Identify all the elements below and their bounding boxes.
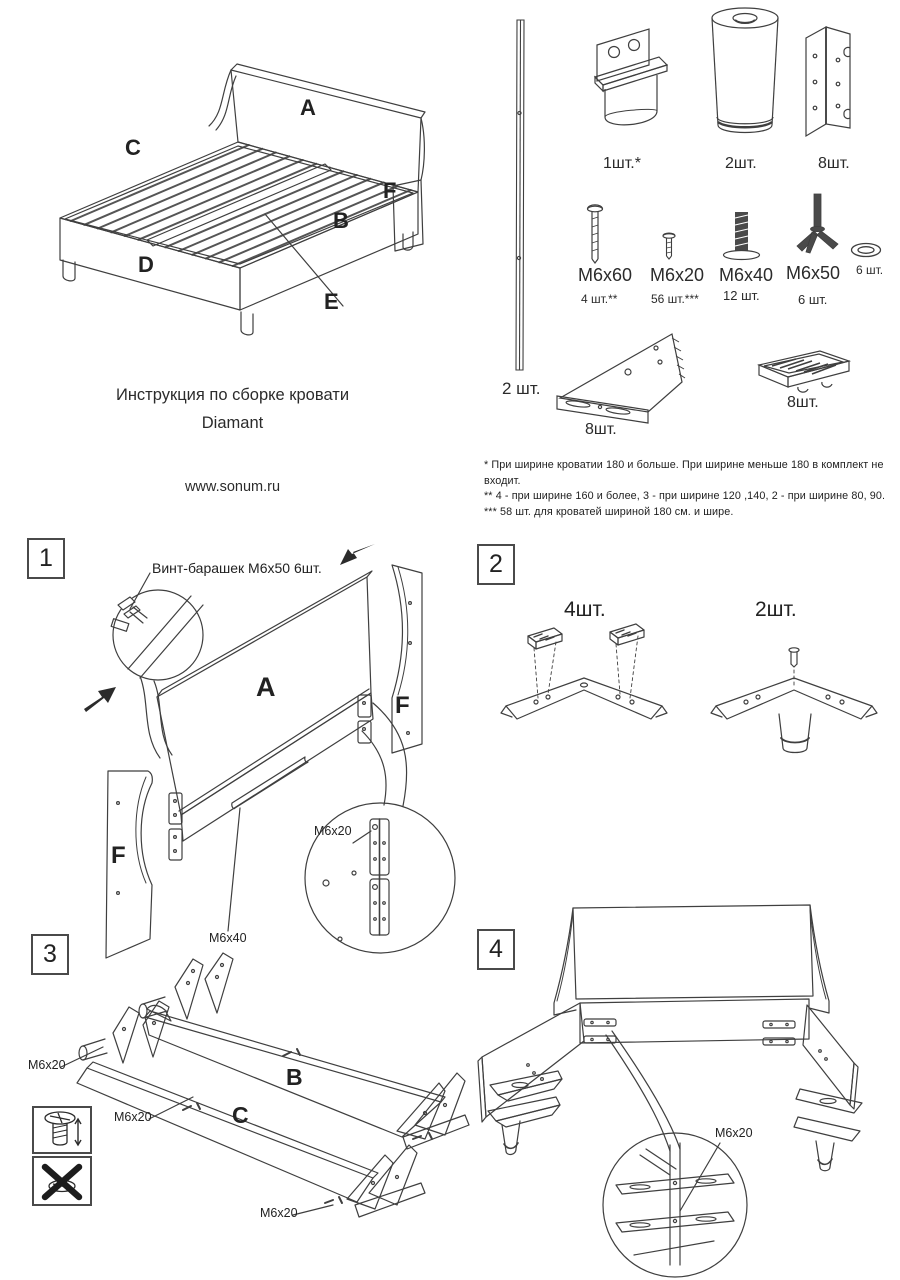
step4-headboard (554, 905, 829, 1043)
website: www.sonum.ru (184, 479, 281, 495)
step4-left-leg-brackets (488, 1071, 562, 1155)
do-not-warning-box (32, 1156, 92, 1206)
m6x50-qty: 6 шт. (798, 292, 828, 307)
m6x60-label: M6x60 (578, 265, 633, 285)
step2-illustration (498, 588, 893, 760)
m6x20-label: M6x20 (650, 265, 705, 285)
m6x50-label: M6x50 (786, 263, 841, 283)
footnote-3: *** 58 шт. для кроватей шириной 180 см. и шире. (484, 505, 734, 518)
step1-label-f-right: F (395, 692, 410, 719)
crossed-out-screw-icon (34, 1158, 90, 1204)
overview-label-a: A (300, 95, 316, 120)
step3-illustration (25, 925, 475, 1265)
step3-c-right-hardware (325, 1145, 425, 1217)
step1-wing-bolt-magnifier (111, 573, 203, 680)
wing-bolt-note: Винт-барашек М6х50 6шт. (152, 560, 322, 576)
step1-number: 1 (27, 538, 65, 579)
step3-m6x20-label-1: M6x20 (28, 1058, 66, 1072)
step3-m6x20-label-2: M6x20 (114, 1110, 152, 1124)
title-line1: Инструкция по сборке кровати (115, 386, 350, 404)
hook-leg-qty: 1шт.* (603, 155, 641, 172)
washer-icon (848, 240, 884, 260)
m6x20-qty: 56 шт.*** (651, 292, 699, 306)
screw-depth-warning-box (32, 1106, 92, 1154)
step4-illustration (458, 893, 900, 1280)
hook-leg-illustration (585, 25, 675, 145)
bed-overview-illustration (25, 18, 465, 358)
corner-bracket-illustration (798, 22, 860, 142)
overview-label-c: C (125, 135, 141, 160)
m6x60-qty: 4 шт.** (581, 292, 618, 306)
overview-label-f: F (383, 178, 397, 203)
m6x50-wing-bolt-icon (790, 192, 844, 258)
m6x40-leader-line (228, 808, 240, 931)
step3-rail-c (77, 1062, 378, 1202)
step2-right-qty: 2шт. (755, 598, 797, 621)
page-title (65, 381, 400, 437)
step1-m6x20-label: M6x20 (314, 824, 352, 838)
screw-depth-icon (34, 1108, 90, 1152)
step4-left-rail (478, 1003, 584, 1122)
overview-label-d: D (138, 252, 154, 277)
overview-label-b: B (333, 208, 349, 233)
cylinder-leg-illustration (708, 5, 782, 145)
slat-holder-illustration (756, 350, 852, 400)
footnote-2: ** 4 - при ширине 160 и более, 3 - при ширине 120 ,140, 2 - при ширине 80, 90. (484, 490, 886, 502)
step2-bracket-with-leg (711, 648, 877, 753)
step1-panel-f-right (392, 565, 422, 753)
step2-number: 2 (477, 544, 515, 585)
step2-left-qty: 4шт. (564, 598, 606, 621)
washer-qty: 6 шт. (856, 263, 884, 277)
step1-headboard (157, 571, 373, 860)
bed-legs (63, 232, 413, 335)
step4-right-leg-brackets (794, 1089, 862, 1171)
step3-label-c: C (232, 1102, 249, 1128)
slat-part-illustration (512, 18, 532, 374)
step4-right-rail (803, 1005, 858, 1109)
m6x60-screw-icon (583, 203, 607, 267)
cylinder-leg-qty: 2шт. (725, 155, 757, 172)
m6x40-qty: 12 шт. (723, 288, 760, 303)
step3-number: 3 (31, 934, 69, 975)
step3-m6x20-label-3: M6x20 (260, 1206, 298, 1220)
corner-bracket-qty: 8шт. (818, 155, 850, 172)
step4-m6x20-leader (680, 1143, 720, 1211)
footnotes (484, 458, 896, 520)
step3-label-b: B (286, 1064, 303, 1090)
title-line2: Diamant (201, 414, 264, 432)
footnote-1: * При ширине кроватии 180 и больше. При ширине меньше 180 в комплект не входит. (484, 459, 884, 487)
overview-label-e: E (324, 289, 339, 314)
slat-qty: 2 шт. (502, 379, 541, 398)
m6x40-screw-icon (720, 210, 762, 264)
step1-label-f-left: F (111, 842, 126, 869)
slat-holder-qty: 8шт. (787, 394, 819, 411)
m6x20-screw-icon (660, 231, 678, 263)
step4-bracket-magnifier (603, 1031, 747, 1277)
step1-illustration (70, 543, 470, 968)
step1-m6x40-label: M6x40 (209, 931, 247, 945)
m6x40-label: M6x40 (719, 265, 774, 285)
step1-label-a: A (256, 672, 276, 702)
triangle-bracket-qty: 8шт. (585, 421, 617, 438)
triangle-bracket-illustration (552, 330, 702, 430)
step4-m6x20-label: M6x20 (715, 1126, 753, 1140)
step4-number: 4 (477, 929, 515, 970)
step3-c-left-hardware (79, 1001, 169, 1063)
step2-bracket-with-holders (501, 624, 667, 719)
